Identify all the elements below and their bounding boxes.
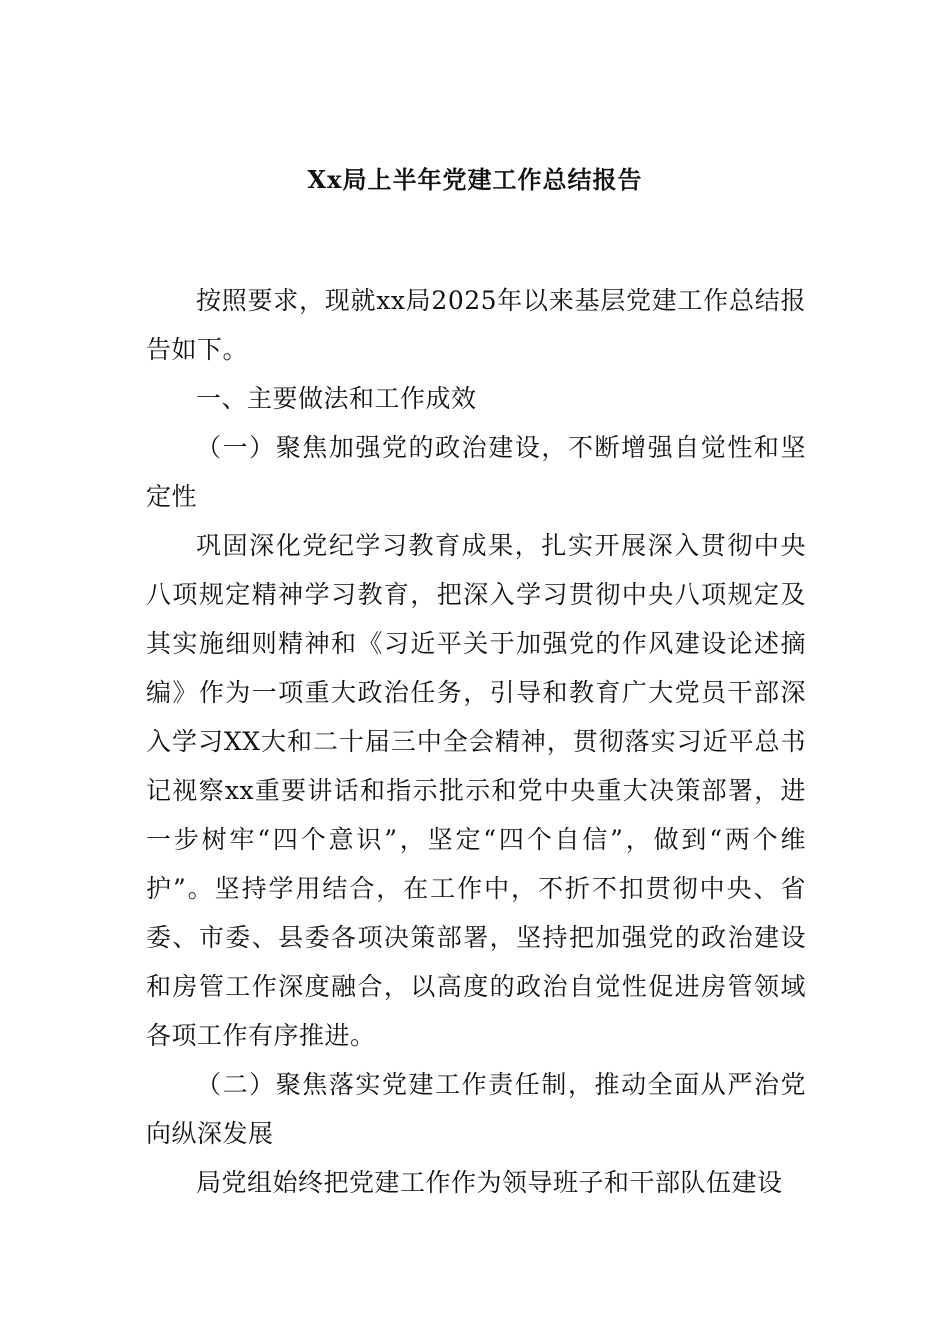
- intro-paragraph: 按照要求，现就xx局2025年以来基层党建工作总结报告如下。: [146, 286, 806, 364]
- body-paragraph-2: 局党组始终把党建工作作为领导班子和干部队伍建设: [196, 1168, 783, 1197]
- document-title: Xx局上半年党建工作总结报告: [307, 165, 643, 194]
- subsection-heading-1: （一）聚焦加强党的政治建设，不断增强自觉性和坚定性: [146, 433, 806, 511]
- section-heading-1: 一、主要做法和工作成效: [196, 384, 477, 413]
- subsection-heading-2: （二）聚焦落实党建工作责任制，推动全面从严治党向纵深发展: [146, 1070, 806, 1148]
- body-paragraph-1: 巩固深化党纪学习教育成果，扎实开展深入贯彻中央八项规定精神学习教育，把深入学习贯彻中央八项规定及其实施细则精神和《习近平关于加强党的作风建设论述摘编》作为一项重大政治任务，引导和教育广大党员干部深入学习XX大和二十届三中全会精神，贯彻落实习近平总书记视察xx重要讲话和指示批示和党中央重大决策部署，进一步树牢“四个意识”，坚定“四个自信”，做到“两个维护”。坚持学用结合，在工作中，不折不扣贯彻中央、省委、市委、县委各项决策部署，坚持把加强党的政治建设和房管工作深度融合，以高度的政治自觉性促进房管领域各项工作有序推进。: [146, 531, 806, 1050]
- document-body: [146, 276, 806, 1207]
